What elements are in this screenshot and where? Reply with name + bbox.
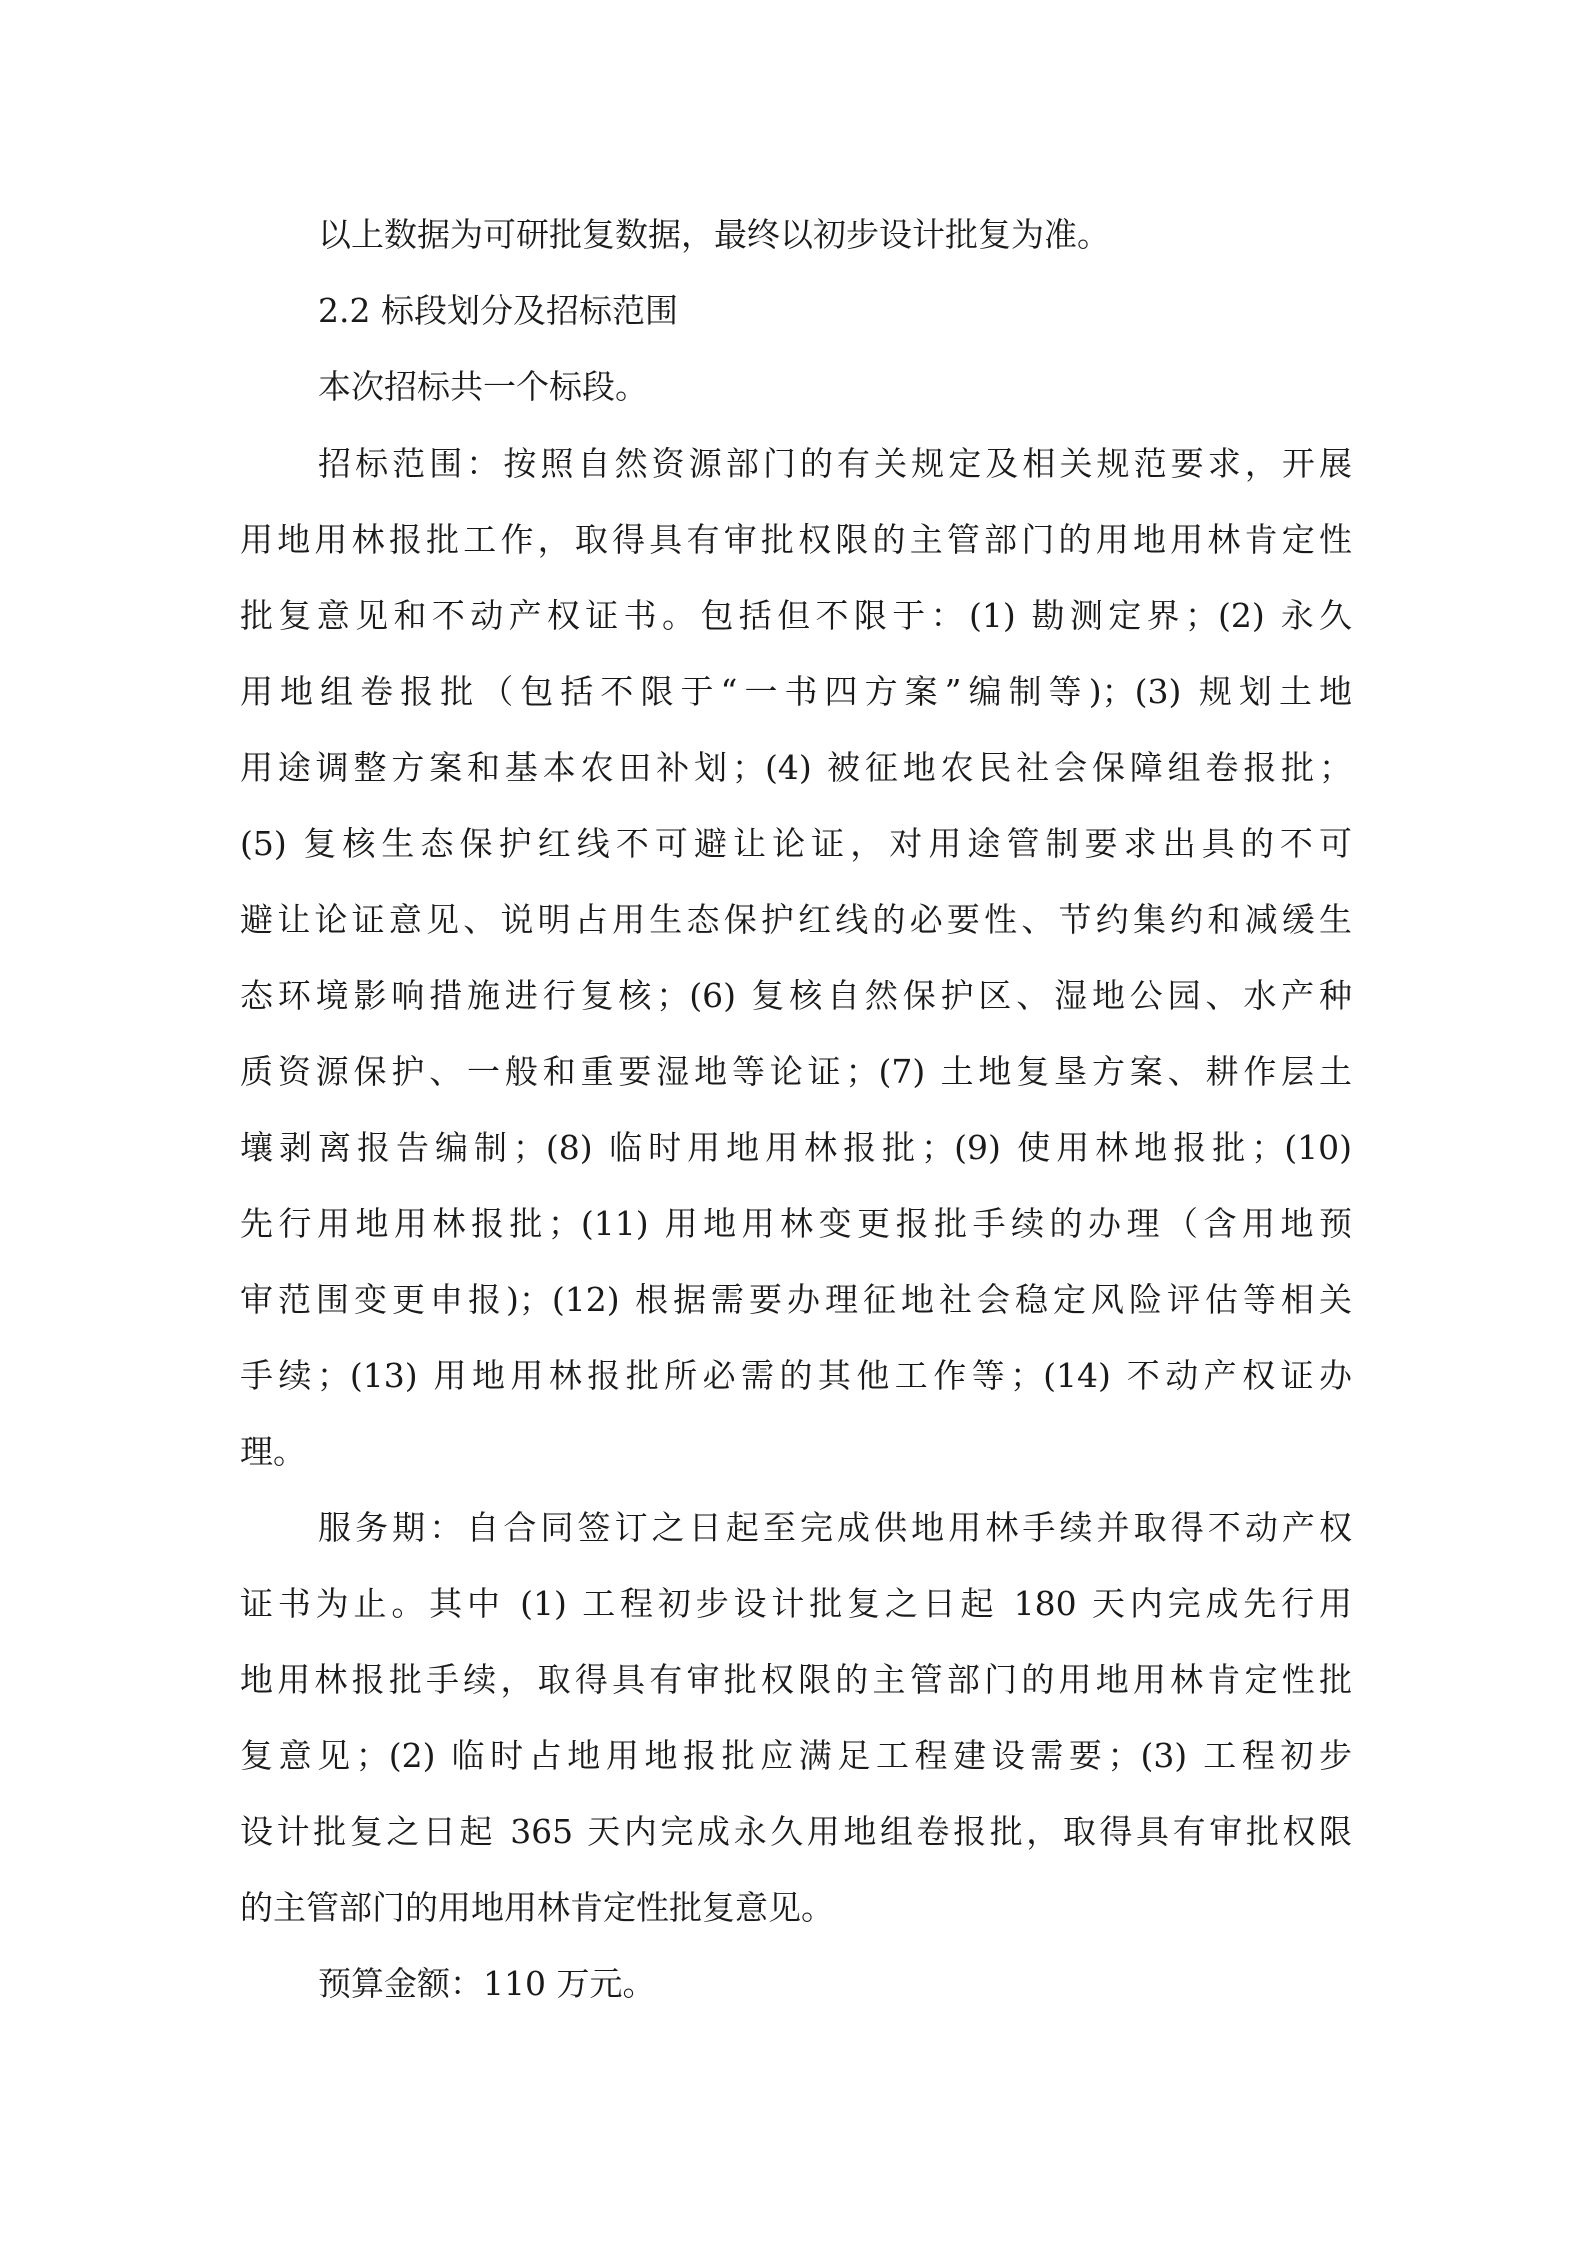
paragraph-bid-scope-line: 招标范围：按照自然资源部门的有关规定及相关规范要求，开展 (318, 444, 1352, 483)
paragraph-bid-scope-line: 批复意见和不动产权证书。包括但不限于：(1) 勘测定界；(2) 永久 (240, 596, 1352, 635)
paragraph-bid-scope-line: 审范围变更申报)；(12) 根据需要办理征地社会稳定风险评估等相关 (240, 1280, 1352, 1319)
paragraph-bid-scope-line: (5) 复核生态保护红线不可避让论证，对用途管制要求出具的不可 (240, 824, 1352, 863)
paragraph-bid-scope-line: 态环境影响措施进行复核；(6) 复核自然保护区、湿地公园、水产种 (240, 976, 1352, 1015)
paragraph-bid-scope-line: 质资源保护、一般和重要湿地等论证；(7) 土地复垦方案、耕作层土 (240, 1052, 1352, 1091)
paragraph-service-period-line: 证书为止。其中 (1) 工程初步设计批复之日起 180 天内完成先行用 (240, 1584, 1352, 1623)
paragraph-service-period-line: 复意见；(2) 临时占地用地报批应满足工程建设需要；(3) 工程初步 (240, 1736, 1352, 1775)
paragraph-bid-scope-line: 理。 (240, 1432, 306, 1471)
paragraph-bid-scope-line: 手续；(13) 用地用林报批所必需的其他工作等；(14) 不动产权证办 (240, 1356, 1352, 1395)
paragraph-bid-scope-line: 避让论证意见、说明占用生态保护红线的必要性、节约集约和减缓生 (240, 900, 1352, 939)
paragraph-bid-scope-line: 用地用林报批工作，取得具有审批权限的主管部门的用地用林肯定性 (240, 520, 1352, 559)
paragraph-data-note: 以上数据为可研批复数据，最终以初步设计批复为准。 (318, 215, 1110, 254)
paragraph-bid-scope-line: 用途调整方案和基本农田补划；(4) 被征地农民社会保障组卷报批； (240, 748, 1352, 787)
paragraph-service-period-line: 地用林报批手续，取得具有审批权限的主管部门的用地用林肯定性批 (240, 1660, 1352, 1699)
paragraph-bid-scope-line: 先行用地用林报批；(11) 用地用林变更报批手续的办理（含用地预 (240, 1204, 1352, 1243)
paragraph-service-period-line: 设计批复之日起 365 天内完成永久用地组卷报批，取得具有审批权限 (240, 1812, 1352, 1851)
paragraph-bid-scope-line: 用地组卷报批（包括不限于“一书四方案”编制等)；(3) 规划土地 (240, 672, 1352, 711)
paragraph-budget: 预算金额：110 万元。 (318, 1964, 656, 2003)
section-heading: 2.2 标段划分及招标范围 (318, 291, 678, 330)
paragraph-service-period-line: 的主管部门的用地用林肯定性批复意见。 (240, 1888, 834, 1927)
paragraph-bid-scope-line: 壤剥离报告编制；(8) 临时用地用林报批；(9) 使用林地报批；(10) (240, 1128, 1352, 1167)
paragraph-service-period-line: 服务期：自合同签订之日起至完成供地用林手续并取得不动产权 (318, 1508, 1352, 1547)
paragraph-lot-count: 本次招标共一个标段。 (318, 367, 648, 406)
